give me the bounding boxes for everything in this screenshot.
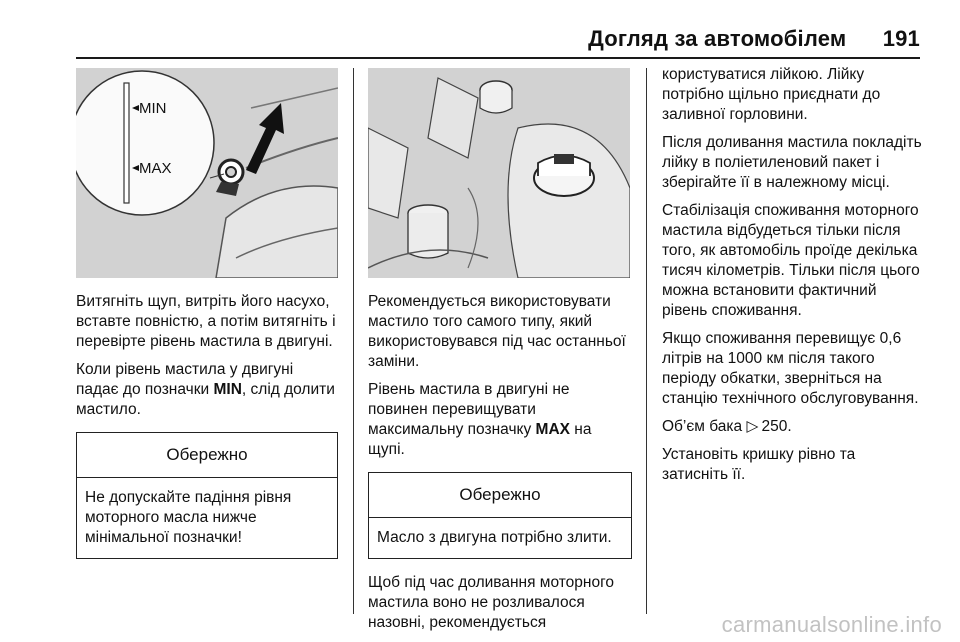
paragraph: Коли рівень мастила у двигуні падає до позначки MIN, слід долити мастило. xyxy=(76,361,335,418)
paragraph: користуватися лійкою. Лійку потрібно щільно приєднати до заливної горловини. xyxy=(662,66,881,123)
max-label: MAX xyxy=(139,160,172,177)
page-number: 191 xyxy=(882,26,920,51)
paragraph: Витягніть щуп, витріть його насухо, вставте повністю, а потім витягніть і перевірте рівень мастила в двигуні. xyxy=(76,293,336,350)
paragraph: Установіть кришку рівно та затисніть її. xyxy=(662,446,856,483)
caution-text: Масло з двигуна потрібно злити. xyxy=(377,529,612,546)
min-label: MIN xyxy=(139,100,167,117)
engine-filler-cap-illustration xyxy=(368,68,630,278)
column-1 xyxy=(76,68,338,573)
caution-title: Обережно xyxy=(369,473,631,518)
caution-box xyxy=(76,432,338,559)
column-3 xyxy=(662,65,924,493)
paragraph: Після доливання мастила покладіть лійку в поліетиленовий пакет і зберігайте її в належному місці. xyxy=(662,134,922,191)
dipstick-illustration xyxy=(76,68,338,278)
paragraph: Об’єм бака ▷ 250. xyxy=(662,418,792,435)
paragraph: Рівень мастила в двигуні не повинен перевищувати максимальну позначку MAX на щупі. xyxy=(368,381,592,458)
page-title: Догляд за автомобілем xyxy=(588,26,847,51)
paragraph: Щоб під час доливання моторного мастила воно не розливалося назовні, рекомендується xyxy=(368,574,615,631)
header-rule xyxy=(76,57,920,59)
watermark: carmanualsonline.info xyxy=(721,612,942,637)
paragraph: Стабілізація споживання моторного мастила відбудеться тільки після того, як автомобіль проїде декілька тисяч кілометрів. Тільки після цього можна встановити фактичний рівень споживання. xyxy=(662,202,920,319)
page-reference-icon: ▷ xyxy=(746,418,762,435)
page-reference[interactable]: 250. xyxy=(761,418,792,435)
column-divider-1 xyxy=(353,68,354,614)
column-2 xyxy=(368,68,632,641)
caution-text: Не допускайте падіння рівня моторного масла нижче мінімальної позначки! xyxy=(85,489,292,546)
page-header xyxy=(588,26,920,52)
max-mark: MAX xyxy=(535,421,570,438)
paragraph: Рекомендується використовувати мастило того самого типу, який використовувався під час останньої заміни. xyxy=(368,293,626,370)
paragraph: Якщо споживання перевищує 0,6 літрів на 1000 км після такого періоду обкатки, зверніться на станцію технічного обслуговування. xyxy=(662,330,919,407)
min-mark: MIN xyxy=(213,381,242,398)
caution-title: Обережно xyxy=(77,433,337,478)
caution-box xyxy=(368,472,632,559)
column-divider-2 xyxy=(646,68,647,614)
